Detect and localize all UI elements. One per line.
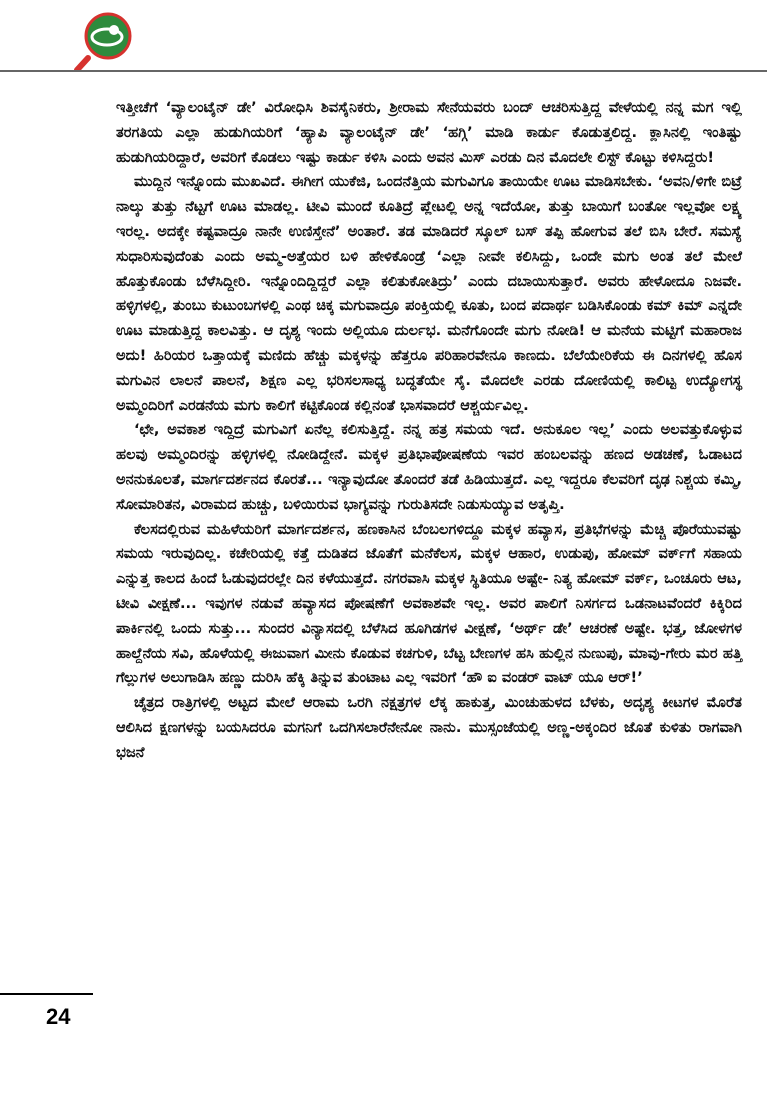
footer-rule [0, 993, 93, 995]
paragraph: ಇತ್ತೀಚೆಗೆ ‘ವ್ಯಾಲಂಟೈನ್ ಡೇ’ ವಿರೋಧಿಸಿ ಶಿವಸೈನಿಕರು, ಶ್ರೀರಾಮ ಸೇನೆಯವರು ಬಂದ್ ಆಚರಿಸುತ್ತಿದ್ದ ವೇಳೆಯಲ್ಲಿ ನನ್ನ ಮಗ ಇಲ್ಲಿ ತರಗತಿಯ ಎಲ್ಲಾ ಹುಡುಗಿಯರಿಗೆ ‘ಹ್ಯಾಪಿ ವ್ಯಾಲಂಟೈನ್ ಡೇ’ ‘ಹಗ್ಗಿ’ ಮಾಡಿ ಕಾರ್ಡು ಕೊಡುತ್ತಲಿದ್ದ. ಕ್ಲಾಸಿನಲ್ಲಿ ಇಂತಿಷ್ಟು ಹುಡುಗಿಯರಿದ್ದಾರೆ, ಅವರಿಗೆ ಕೊಡಲು ಇಷ್ಟು ಕಾರ್ಡು ಕಳಿಸಿ ಎಂದು ಅವನ ಮಿಸ್ ಎರಡು ದಿನ ಮೊದಲೇ ಲಿಸ್ಟ್ ಕೊಟ್ಟು ಕಳಿಸಿದ್ದರು! [116, 99, 742, 166]
header-rule [0, 70, 767, 72]
paragraph: ಚೈತ್ರದ ರಾತ್ರಿಗಳಲ್ಲಿ ಅಟ್ಟದ ಮೇಲೆ ಆರಾಮ ಒರಗಿ ನಕ್ಷತ್ರಗಳ ಲೆಕ್ಕ ಹಾಕುತ್ತ, ಮಿಂಚುಹುಳದ ಬೆಳಕು, ಅದೃಶ್ಯ ಕೀಟಗಳ ಮೊರೆತ ಆಲಿಸಿದ ಕ್ಷಣಗಳನ್ನು ಬಯಸಿದರೂ ಮಗನಿಗೆ ಒದಗಿಸಲಾರೆನೇನೋ ನಾನು. ಮುಸ್ಸಂಜೆಯಲ್ಲಿ ಅಣ್ಣ-ಅಕ್ಕಂದಿರ ಜೊತೆ ಕುಳಿತು ರಾಗವಾಗಿ ಭಜನೆ [116, 694, 742, 761]
paragraph: ಕೆಲಸದಲ್ಲಿರುವ ಮಹಿಳೆಯರಿಗೆ ಮಾರ್ಗದರ್ಶನ, ಹಣಕಾಸಿನ ಬೆಂಬಲಗಳಿದ್ದೂ ಮಕ್ಕಳ ಹವ್ಯಾಸ, ಪ್ರತಿಭೆಗಳನ್ನು ಮೆಚ್ಚಿ ಪೊರೆಯುವಷ್ಟು ಸಮಯ ಇರುವುದಿಲ್ಲ. ಕಚೇರಿಯಲ್ಲಿ ಕತ್ತೆ ದುಡಿತದ ಜೊತೆಗೆ ಮನೆಕೆಲಸ, ಮಕ್ಕಳ ಆಹಾರ, ಉಡುಪು, ಹೋಮ್ ವರ್ಕ್‌ಗೆ ಸಹಾಯ ಎನ್ನುತ್ತ ಕಾಲದ ಹಿಂದೆ ಓಡುವುದರಲ್ಲೇ ದಿನ ಕಳೆಯುತ್ತದೆ. ನಗರವಾಸಿ ಮಕ್ಕಳ ಸ್ಥಿತಿಯೂ ಅಷ್ಟೇ- ನಿತ್ಯ ಹೋಮ್ ವರ್ಕ್, ಒಂಚೂರು ಆಟ, ಟೀವಿ ವೀಕ್ಷಣೆ... ಇವುಗಳ ನಡುವೆ ಹವ್ಯಾಸದ ಪೋಷಣೆಗೆ ಅವಕಾಶವೇ ಇಲ್ಲ. ಅವರ ಪಾಲಿಗೆ ನಿಸರ್ಗದ ಒಡನಾಟವೆಂದರೆ ಕಿಕ್ಕಿರಿದ ಪಾರ್ಕಿನಲ್ಲಿ ಒಂದು ಸುತ್ತು... ಸುಂದರ ವಿನ್ಯಾಸದಲ್ಲಿ ಬೆಳೆಸಿದ ಹೂಗಿಡಗಳ ವೀಕ್ಷಣೆ, ‘ಅರ್ಥ್ ಡೇ’ ಆಚರಣೆ ಅಷ್ಟೇ. ಭತ್ತ, ಜೋಳಗಳ ಹಾಲ್ದೆನೆಯ ಸವಿ, ಹೊಳೆಯಲ್ಲಿ ಈಜುವಾಗ ಮೀನು ಕೊಡುವ ಕಚಗುಳಿ, ಬೆಟ್ಟ ಬೇಣಗಳ ಹಸಿ ಹುಲ್ಲಿನ ನುಣುಪು, ಮಾವು-ಗೇರು ಮರ ಹತ್ತಿ ಗೆಲ್ಲುಗಳ ಅಲುಗಾಡಿಸಿ ಹಣ್ಣು ದುರಿಸಿ ಹೆಕ್ಕಿ ತಿನ್ನುವ ತುಂಟಾಟ ಎಲ್ಲ ಇವರಿಗೆ ‘ಹೌ ಐ ವಂಡರ್ ವಾಟ್ ಯೂ ಆರ್!’ [116, 520, 742, 687]
paragraph: ಮುದ್ದಿನ ಇನ್ನೊಂದು ಮುಖವಿದೆ. ಈಗೀಗ ಯುಕೆಜಿ, ಒಂದನೆತ್ತಿಯ ಮಗುವಿಗೂ ತಾಯಿಯೇ ಊಟ ಮಾಡಿಸಬೇಕು. ‘ಅವನಿ/ಳಿಗೇ ಬಿಟ್ರೆ ನಾಲ್ಕು ತುತ್ತು ನೆಟ್ಟಗೆ ಊಟ ಮಾಡಲ್ಲ. ಟೀವಿ ಮುಂದೆ ಕೂತಿದ್ರೆ ಪ್ಲೇಟಲ್ಲಿ ಅನ್ನ ಇದೆಯೋ, ತುತ್ತು ಬಾಯಿಗೆ ಬಂತೋ ಇಲ್ಲವೋ ಲಕ್ಷ್ಯ ಇರಲ್ಲ. ಅದಕ್ಕೇ ಕಷ್ಟವಾದ್ರೂ ನಾನೇ ಉಣಿಸ್ತೇನೆ’ ಅಂತಾರೆ. ತಡ ಮಾಡಿದರೆ ಸ್ಕೂಲ್ ಬಸ್ ತಪ್ಪಿ ಹೋಗುವ ತಲೆ ಬಿಸಿ ಬೇರೆ. ಸಮಸ್ಯೆ ಸುಧಾರಿಸುವುದೆಂತು ಎಂದು ಅಮ್ಮ-ಅತ್ತೆಯರ ಬಳಿ ಹೇಳಿಕೊಂಡ್ರೆ ‘ಎಲ್ಲಾ ನೀವೇ ಕಲಿಸಿದ್ದು, ಒಂದೇ ಮಗು ಅಂತ ತಲೆ ಮೇಲೆ ಹೊತ್ತುಕೊಂಡು ಬೆಳೆಸಿದ್ದೀರಿ. ಇನ್ನೊಂದಿದ್ದಿದ್ದರೆ ಎಲ್ಲಾ ಕಲಿತುಕೋತಿದ್ರು’ ಎಂದು ದಬಾಯಿಸುತ್ತಾರೆ. ಅವರು ಹೇಳೋದೂ ನಿಜವೇ. ಹಳ್ಳಿಗಳಲ್ಲಿ, ತುಂಬು ಕುಟುಂಬಗಳಲ್ಲಿ ಎಂಥ ಚಿಕ್ಕ ಮಗುವಾದ್ರೂ ಪಂಕ್ತಿಯಲ್ಲಿ ಕೂತು, ಬಂದ ಪದಾರ್ಥ ಬಡಿಸಿಕೊಂಡು ಕಮ್ ಕಿಮ್ ಎನ್ನದೇ ಊಟ ಮಾಡುತ್ತಿದ್ದ ಕಾಲವಿತ್ತು. ಆ ದೃಶ್ಯ ಇಂದು ಅಲ್ಲಿಯೂ ದುರ್ಲಭ. ಮನೆಗೊಂದೇ ಮಗು ನೋಡಿ! ಆ ಮನೆಯ ಮಟ್ಟಿಗೆ ಮಹಾರಾಜ ಅದು! ಹಿರಿಯರ ಒತ್ತಾಯಕ್ಕೆ ಮಣಿದು ಹೆಚ್ಚು ಮಕ್ಕಳನ್ನು ಹೆತ್ತರೂ ಪರಿಹಾರವೇನೂ ಕಾಣದು. ಬೆಲೆಯೇರಿಕೆಯ ಈ ದಿನಗಳಲ್ಲಿ ಹೊಸ ಮಗುವಿನ ಲಾಲನೆ ಪಾಲನೆ, ಶಿಕ್ಷಣ ಎಲ್ಲ ಭರಿಸಲಸಾಧ್ಯ ಬದ್ಧತೆಯೇ ಸೈ. ಮೊದಲೇ ಎರಡು ದೋಣಿಯಲ್ಲಿ ಕಾಲಿಟ್ಟ ಉದ್ಯೋಗಸ್ಥ ಅಮ್ಮಂದಿರಿಗೆ ಎರಡನೆಯ ಮಗು ಕಾಲಿಗೆ ಕಟ್ಟಿಕೊಂಡ ಕಲ್ಲಿನಂತೆ ಭಾಸವಾದರೆ ಆಶ್ಚರ್ಯವಿಲ್ಲ. [116, 173, 742, 414]
page-number: 24 [46, 1004, 71, 1029]
paragraph: ‘ಛೇ, ಅವಕಾಶ ಇದ್ದಿದ್ರೆ ಮಗುವಿಗೆ ಏನೆಲ್ಲ ಕಲಿಸುತ್ತಿದ್ದೆ. ನನ್ನ ಹತ್ರ ಸಮಯ ಇದೆ. ಅನುಕೂಲ ಇಲ್ಲ’ ಎಂದು ಅಲವತ್ತುಕೊಳ್ಳುವ ಹಲವು ಅಮ್ಮಂದಿರನ್ನು ಹಳ್ಳಿಗಳಲ್ಲಿ ನೋಡಿದ್ದೇನೆ. ಮಕ್ಕಳ ಪ್ರತಿಭಾಪೋಷಣೆಯ ಇವರ ಹಂಬಲವನ್ನು ಹಣದ ಅಡಚಣೆ, ಓಡಾಟದ ಅನನುಕೂಲತೆ, ಮಾರ್ಗದರ್ಶನದ ಕೊರತೆ... ಇನ್ಯಾವುದೋ ತೊಂದರೆ ತಡೆ ಹಿಡಿಯುತ್ತದೆ. ಎಲ್ಲ ಇದ್ದರೂ ಕೆಲವರಿಗೆ ದೃಢ ನಿಶ್ಚಯ ಕಮ್ಮಿ, ಸೋಮಾರಿತನ, ವಿರಾಮದ ಹುಚ್ಚು, ಬಳಿಯಿರುವ ಭಾಗ್ಯವನ್ನು ಗುರುತಿಸದೇ ನಿಡುಸುಯ್ಯುವ ಅತೃಪ್ತಿ. [116, 421, 742, 513]
magnifier-logo-icon [74, 10, 136, 72]
article-body [116, 96, 742, 766]
